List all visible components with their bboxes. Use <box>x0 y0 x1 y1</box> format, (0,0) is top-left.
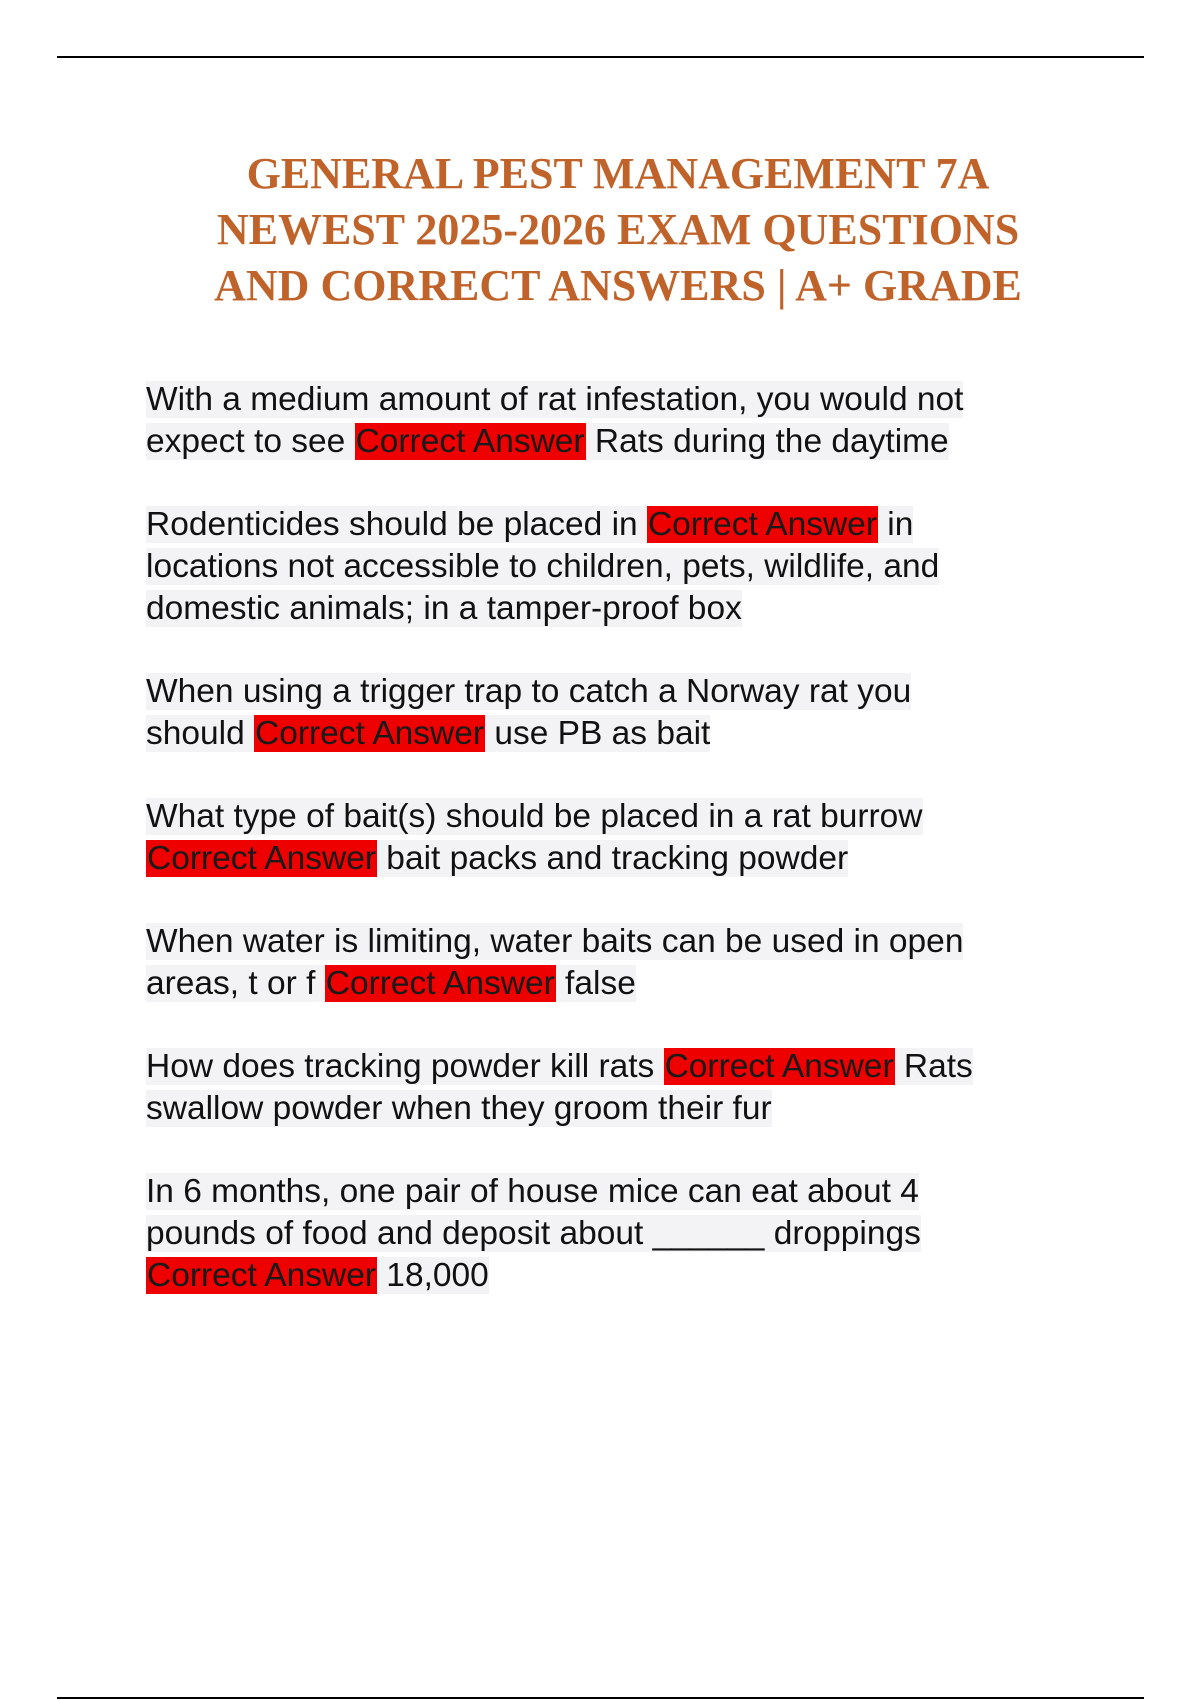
qa-line <box>146 671 1066 713</box>
question-text: expect to see <box>146 423 355 460</box>
question-text: pounds of food and deposit about ______ droppings <box>146 1215 921 1252</box>
question-text: What type of bait(s) should be placed in a rat burrow <box>146 798 923 835</box>
qa-item <box>146 504 1066 630</box>
qa-line <box>146 1171 1066 1213</box>
question-text: swallow powder when they groom their fur <box>146 1090 772 1127</box>
answer-text: in <box>877 506 914 543</box>
qa-line <box>146 1046 1066 1088</box>
qa-line <box>146 1213 1066 1255</box>
top-rule <box>57 56 1144 58</box>
question-text: should <box>146 715 255 752</box>
qa-line <box>146 838 1066 880</box>
answer-text: bait packs and tracking powder <box>377 840 849 877</box>
qa-line <box>146 713 1066 755</box>
question-text: locations not accessible to children, pets, wildlife, and <box>146 548 940 585</box>
correct-answer-label: Correct Answer <box>255 715 485 752</box>
qa-line <box>146 379 1066 421</box>
correct-answer-label: Correct Answer <box>355 423 585 460</box>
question-text: How does tracking powder kill rats <box>146 1048 664 1085</box>
correct-answer-label: Correct Answer <box>147 1257 376 1294</box>
qa-list <box>146 379 1066 1338</box>
correct-answer-label: Correct Answer <box>147 840 376 877</box>
answer-text: Rats during the daytime <box>585 423 949 460</box>
correct-answer-label: Correct Answer <box>325 965 555 1002</box>
qa-line <box>146 1088 1066 1130</box>
qa-line <box>146 796 1066 838</box>
correct-answer-label: Correct Answer <box>664 1048 894 1085</box>
qa-line <box>146 1255 1066 1297</box>
question-text: Rodenticides should be placed in <box>146 506 647 543</box>
qa-line <box>146 546 1066 588</box>
question-text: domestic animals; in a tamper-proof box <box>146 590 742 627</box>
bottom-rule <box>57 1697 1144 1699</box>
qa-item <box>146 1171 1066 1297</box>
title-line: AND CORRECT ANSWERS | A+ GRADE <box>214 261 1022 310</box>
answer-text: false <box>555 965 636 1002</box>
document-title <box>100 146 1136 314</box>
correct-answer-label: Correct Answer <box>647 506 877 543</box>
answer-text: use PB as bait <box>485 715 711 752</box>
question-text: When water is limiting, water baits can be used in open <box>146 923 964 960</box>
qa-line <box>146 963 1066 1005</box>
qa-line <box>146 421 1066 463</box>
qa-item <box>146 796 1066 880</box>
qa-item <box>146 921 1066 1005</box>
qa-line <box>146 921 1066 963</box>
qa-item <box>146 1046 1066 1130</box>
question-text: areas, t or f <box>146 965 325 1002</box>
qa-line <box>146 504 1066 546</box>
title-line: GENERAL PEST MANAGEMENT 7A <box>246 149 990 198</box>
answer-text: 18,000 <box>377 1257 489 1294</box>
qa-item <box>146 671 1066 755</box>
question-text: With a medium amount of rat infestation, you would not <box>146 381 964 418</box>
qa-line <box>146 588 1066 630</box>
qa-item <box>146 379 1066 463</box>
question-text: When using a trigger trap to catch a Norway rat you <box>146 673 912 710</box>
title-line: NEWEST 2025-2026 EXAM QUESTIONS <box>216 205 1020 254</box>
question-text: In 6 months, one pair of house mice can eat about 4 <box>146 1173 919 1210</box>
answer-text: Rats <box>894 1048 973 1085</box>
